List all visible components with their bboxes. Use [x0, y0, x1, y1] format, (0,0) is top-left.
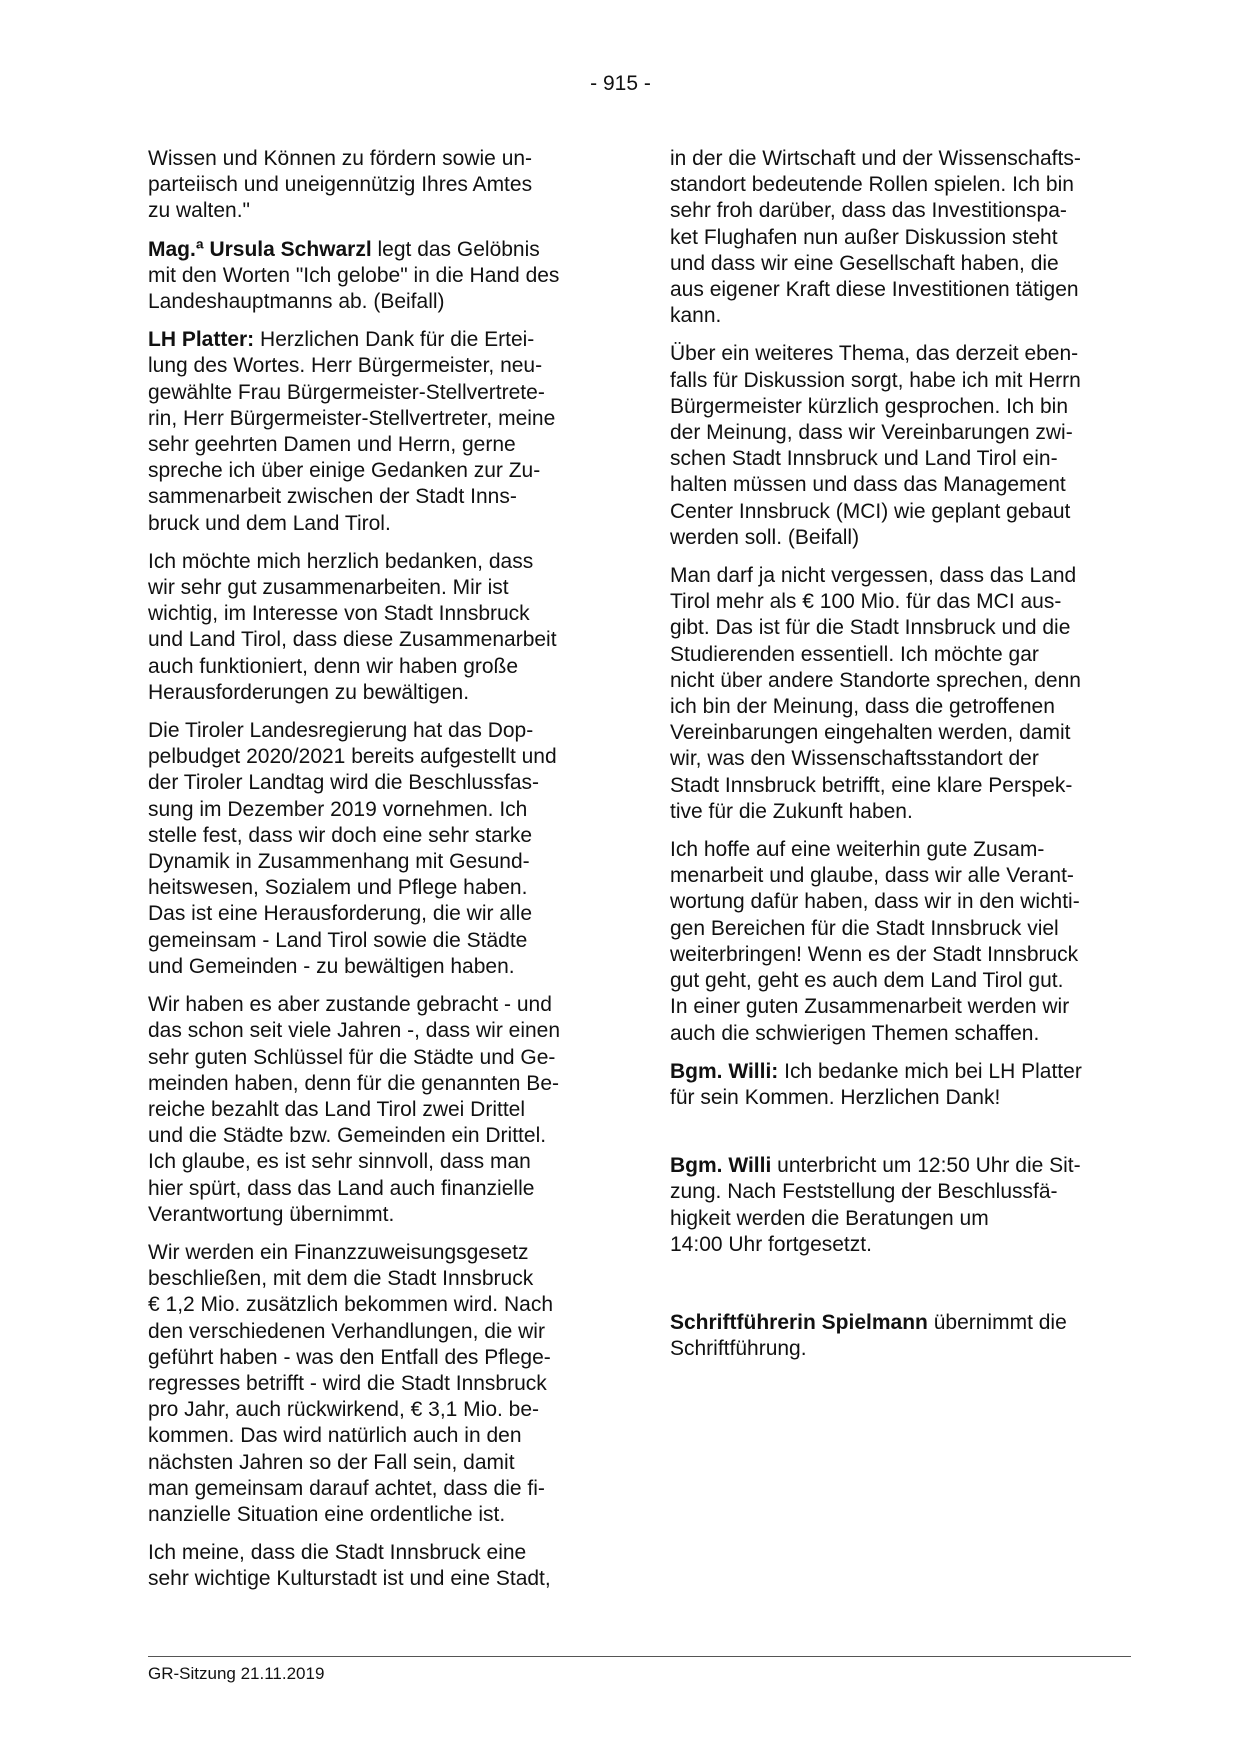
text-line: und die Städte bzw. Gemeinden ein Drittel.	[148, 1124, 547, 1148]
text-line: und Gemeinden - zu bewältigen haben.	[148, 954, 515, 978]
text-line: wortung dafür haben, dass wir in den wichti-	[670, 890, 1080, 914]
text-line: sung im Dezember 2019 vornehmen. Ich	[148, 797, 528, 821]
speaker-name: Mag.ª Ursula Schwarzl	[148, 237, 372, 261]
paragraph	[670, 1059, 1135, 1111]
paragraph	[148, 1540, 603, 1592]
paragraph	[670, 146, 1135, 329]
text-line: falls für Diskussion sorgt, habe ich mit Herrn	[670, 368, 1081, 392]
text-line: beschließen, mit dem die Stadt Innsbruck	[148, 1267, 534, 1291]
paragraph	[670, 341, 1135, 551]
text-line: werden soll. (Beifall)	[670, 525, 860, 549]
text-line: Vereinbarungen eingehalten werden, damit	[670, 721, 1071, 745]
text-line: gibt. Das ist für die Stadt Innsbruck und die	[670, 616, 1071, 640]
text-line: Bürgermeister kürzlich gesprochen. Ich bin	[670, 394, 1069, 418]
text-line: heitswesen, Sozialem und Pflege haben.	[148, 876, 528, 900]
text-line: und Land Tirol, dass diese Zusammenarbeit	[148, 628, 557, 652]
text-line: mit den Worten "Ich gelobe" in die Hand des	[148, 263, 560, 287]
text-line: Wissen und Können zu fördern sowie un-	[148, 147, 533, 170]
text-line: schen Stadt Innsbruck und Land Tirol ein-	[670, 447, 1058, 471]
text-line: Die Tiroler Landesregierung hat das Dop-	[148, 719, 534, 743]
text-line: gen Bereichen für die Stadt Innsbruck viel	[670, 916, 1059, 940]
text-line: Wir werden ein Finanzzuweisungsgesetz	[148, 1240, 529, 1264]
text-line: € 1,2 Mio. zusätzlich bekommen wird. Nach	[148, 1293, 553, 1317]
text-line: gut geht, geht es auch dem Land Tirol gut.	[670, 969, 1064, 993]
footer-rule	[148, 1656, 1131, 1657]
text-line: reiche bezahlt das Land Tirol zwei Drittel	[148, 1097, 526, 1121]
text-line: sammenarbeit zwischen der Stadt Inns-	[148, 485, 517, 509]
text-line	[670, 1153, 1135, 1179]
text-line: Studierenden essentiell. Ich möchte gar	[670, 642, 1039, 666]
text-line: pro Jahr, auch rückwirkend, € 3,1 Mio. be-	[148, 1398, 540, 1422]
text-line: wir sehr gut zusammenarbeiten. Mir ist	[148, 576, 509, 600]
paragraph	[148, 992, 603, 1228]
text-line: bruck und dem Land Tirol.	[148, 511, 391, 535]
text-run: Ich bedanke mich bei LH Platter	[778, 1059, 1082, 1083]
text-line: standort bedeutende Rollen spielen. Ich bin	[670, 173, 1074, 197]
text-line: ich bin der Meinung, dass die getroffenen	[670, 695, 1055, 719]
text-line: Landeshauptmanns ab. (Beifall)	[148, 290, 445, 314]
text-line: Wir haben es aber zustande gebracht - und	[148, 993, 552, 1017]
paragraph	[148, 549, 603, 706]
left-column	[148, 146, 603, 1605]
text-run: übernimmt die	[927, 1310, 1067, 1334]
paragraph	[148, 718, 603, 980]
text-line: higkeit werden die Beratungen um	[670, 1206, 989, 1230]
paragraph	[148, 1240, 603, 1528]
text-line: kann.	[670, 304, 722, 328]
text-line: aus eigener Kraft diese Investitionen tätigen	[670, 278, 1079, 302]
text-line: spreche ich über einige Gedanken zur Zu-	[148, 459, 541, 483]
text-line: stelle fest, dass wir doch eine sehr starke	[148, 823, 533, 847]
paragraph	[670, 563, 1135, 825]
text-line	[670, 1310, 1135, 1336]
text-line: sehr froh darüber, dass das Investitionspa-	[670, 199, 1067, 223]
text-line	[148, 327, 603, 353]
text-line: Ich meine, dass die Stadt Innsbruck eine	[148, 1541, 527, 1565]
text-line: in der die Wirtschaft und der Wissenschafts-	[670, 147, 1081, 170]
text-line: rin, Herr Bürgermeister-Stellvertreter, meine	[148, 406, 556, 430]
text-line: gewählte Frau Bürgermeister-Stellvertrete-	[148, 380, 545, 404]
text-line: für sein Kommen. Herzlichen Dank!	[670, 1085, 1001, 1109]
text-line: Herausforderungen zu bewältigen.	[148, 680, 470, 704]
text-line: zu walten."	[148, 199, 251, 223]
text-line: sehr guten Schlüssel für die Städte und Ge-	[148, 1045, 556, 1069]
speaker-name: Bgm. Willi	[670, 1154, 772, 1178]
text-line: Man darf ja nicht vergessen, dass das Land	[670, 564, 1077, 588]
footer-text: GR-Sitzung 21.11.2019	[148, 1664, 325, 1683]
text-line: zung. Nach Feststellung der Beschlussfä-	[670, 1180, 1058, 1204]
speaker-name: Bgm. Willi:	[670, 1059, 779, 1083]
text-line: der Meinung, dass wir Vereinbarungen zwi-	[670, 421, 1073, 445]
text-line: Stadt Innsbruck betrifft, eine klare Perspek-	[670, 773, 1073, 797]
text-line	[148, 237, 603, 263]
text-line: 14:00 Uhr fortgesetzt.	[670, 1232, 872, 1256]
paragraph	[148, 146, 603, 225]
text-line: nächsten Jahren so der Fall sein, damit	[148, 1450, 515, 1474]
text-line: Ich glaube, es ist sehr sinnvoll, dass man	[148, 1150, 531, 1174]
text-line: Über ein weiteres Thema, das derzeit eben-	[670, 342, 1079, 366]
text-line: wichtig, im Interesse von Stadt Innsbruck	[148, 602, 530, 626]
text-line: pelbudget 2020/2021 bereits aufgestellt und	[148, 745, 557, 769]
text-line: Tirol mehr als € 100 Mio. für das MCI aus-	[670, 590, 1062, 614]
text-line: das schon seit viele Jahren -, dass wir einen	[148, 1019, 561, 1043]
text-line: nanzielle Situation eine ordentliche ist.	[148, 1502, 506, 1526]
text-line: Dynamik in Zusammenhang mit Gesund-	[148, 850, 530, 874]
text-line: regresses betrifft - wird die Stadt Innsbruck	[148, 1371, 547, 1395]
text-line: parteiisch und uneigennützig Ihres Amtes	[148, 173, 533, 197]
text-line: hier spürt, dass das Land auch finanzielle	[148, 1176, 535, 1200]
text-line: ket Flughafen nun außer Diskussion steht	[670, 225, 1058, 249]
text-line: der Tiroler Landtag wird die Beschlussfas-	[148, 771, 540, 795]
page-number: - 915 -	[590, 72, 651, 95]
paragraph	[148, 327, 603, 537]
text-line: und dass wir eine Gesellschaft haben, die	[670, 251, 1059, 275]
paragraph	[670, 1153, 1135, 1258]
paragraph	[148, 237, 603, 316]
text-line: sehr wichtige Kulturstadt ist und eine Stadt,	[148, 1567, 551, 1591]
text-line: Ich möchte mich herzlich bedanken, dass	[148, 549, 534, 573]
text-line: geführt haben - was den Entfall des Pflege-	[148, 1345, 551, 1369]
right-column	[670, 146, 1135, 1374]
text-line: lung des Wortes. Herr Bürgermeister, neu-	[148, 354, 543, 378]
text-line: auch funktioniert, denn wir haben große	[148, 654, 519, 678]
text-line: meinden haben, denn für die genannten Be-	[148, 1071, 559, 1095]
text-line: halten müssen und dass das Management	[670, 473, 1066, 497]
text-line: den verschiedenen Verhandlungen, die wir	[148, 1319, 545, 1343]
speaker-name: LH Platter:	[148, 328, 255, 352]
text-line: Das ist eine Herausforderung, die wir alle	[148, 902, 533, 926]
text-line: nicht über andere Standorte sprechen, denn	[670, 668, 1081, 692]
text-run: Herzlichen Dank für die Ertei-	[254, 328, 535, 352]
text-line: sehr geehrten Damen und Herrn, gerne	[148, 433, 516, 457]
text-line: weiterbringen! Wenn es der Stadt Innsbruck	[670, 942, 1079, 966]
text-run: legt das Gelöbnis	[371, 237, 540, 261]
text-line: Schriftführung.	[670, 1337, 807, 1361]
speaker-name: Schriftführerin Spielmann	[670, 1310, 928, 1334]
text-line	[670, 1059, 1135, 1085]
text-line: gemeinsam - Land Tirol sowie die Städte	[148, 928, 528, 952]
paragraph	[670, 837, 1135, 1047]
text-line: Center Innsbruck (MCI) wie geplant gebaut	[670, 499, 1071, 523]
paragraph	[670, 1310, 1135, 1362]
text-line: tive für die Zukunft haben.	[670, 799, 913, 823]
text-line: menarbeit und glaube, dass wir alle Verant-	[670, 864, 1074, 888]
text-line: Ich hoffe auf eine weiterhin gute Zusam-	[670, 838, 1045, 862]
text-line: In einer guten Zusammenarbeit werden wir	[670, 995, 1070, 1019]
text-run: unterbricht um 12:50 Uhr die Sit-	[771, 1154, 1081, 1178]
text-line: Verantwortung übernimmt.	[148, 1202, 395, 1226]
text-line: auch die schwierigen Themen schaffen.	[670, 1021, 1040, 1045]
text-line: wir, was den Wissenschaftsstandort der	[670, 747, 1039, 771]
text-line: kommen. Das wird natürlich auch in den	[148, 1424, 522, 1448]
text-line: man gemeinsam darauf achtet, dass die fi-	[148, 1476, 545, 1500]
